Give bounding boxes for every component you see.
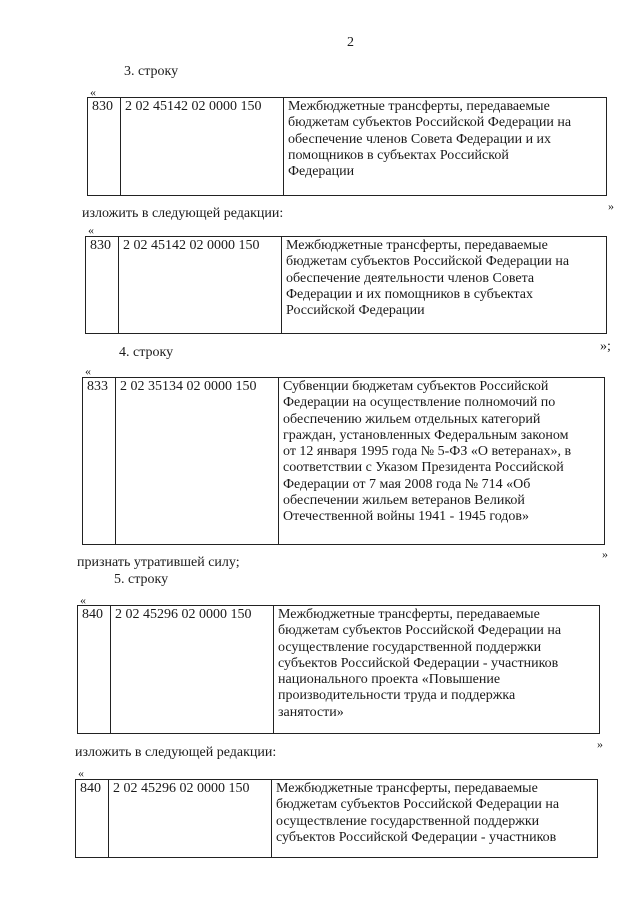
row-number: 830 <box>88 98 121 196</box>
section-5-instruction: изложить в следующей редакции: <box>75 745 277 760</box>
row-code: 2 02 45296 02 0000 150 <box>109 780 272 858</box>
row-number: 833 <box>83 378 116 545</box>
section-3-heading: 3. строку <box>124 64 179 79</box>
page-number: 2 <box>347 35 354 50</box>
budget-row-830-new <box>85 236 607 334</box>
row-description: Межбюджетные трансферты, передаваемые бюджетам субъектов Российской Федерации на осуществление государственной поддержки субъектов Российской Федерации - участников <box>272 780 598 858</box>
row-number: 830 <box>86 237 119 334</box>
row-code: 2 02 45142 02 0000 150 <box>119 237 282 334</box>
open-quote: « <box>88 223 94 237</box>
row-description: Межбюджетные трансферты, передаваемые бюджетам субъектов Российской Федерации на обеспечение деятельности членов Совета Федерации и их помощников в субъектах Российской Федерации <box>282 237 607 334</box>
open-quote: « <box>78 766 84 780</box>
budget-row-830-old <box>87 97 607 196</box>
open-quote: « <box>80 593 86 607</box>
budget-row-840-new <box>75 779 598 858</box>
section-4-instruction: признать утратившей силу; <box>77 555 240 570</box>
row-number: 840 <box>78 606 111 734</box>
open-quote: « <box>90 85 96 99</box>
close-quote: » <box>608 199 614 213</box>
row-description: Субвенции бюджетам субъектов Российской Федерации на осуществление полномочий по обеспечению жильем отдельных категорий граждан, установленных Федеральным законом от 12 января 1995 года № 5-ФЗ «О ветеранах», в соответствии с Указом Президента Российской Федерации от 7 мая 2008 года № 714 «Об обеспечении жильем ветеранов Великой Отечественной войны 1941 - 1945 годов» <box>279 378 605 545</box>
row-number: 840 <box>76 780 109 858</box>
section-5-heading: 5. строку <box>114 572 169 587</box>
close-quote: » <box>602 547 608 561</box>
close-quote-semicolon: »; <box>600 339 611 354</box>
row-code: 2 02 35134 02 0000 150 <box>116 378 279 545</box>
open-quote: « <box>85 364 91 378</box>
row-description: Межбюджетные трансферты, передаваемые бюджетам субъектов Российской Федерации на осуществление государственной поддержки субъектов Российской Федерации - участников национального проекта «Повышение производительности труда и поддержка занятости» <box>274 606 600 734</box>
section-3-instruction: изложить в следующей редакции: <box>82 206 284 221</box>
budget-row-833 <box>82 377 605 545</box>
row-description: Межбюджетные трансферты, передаваемые бюджетам субъектов Российской Федерации на обеспечение членов Совета Федерации и их помощников в субъектах Российской Федерации <box>284 98 607 196</box>
section-4-heading: 4. строку <box>119 345 174 360</box>
budget-row-840-old <box>77 605 600 734</box>
row-code: 2 02 45142 02 0000 150 <box>121 98 284 196</box>
close-quote: » <box>597 737 603 751</box>
row-code: 2 02 45296 02 0000 150 <box>111 606 274 734</box>
